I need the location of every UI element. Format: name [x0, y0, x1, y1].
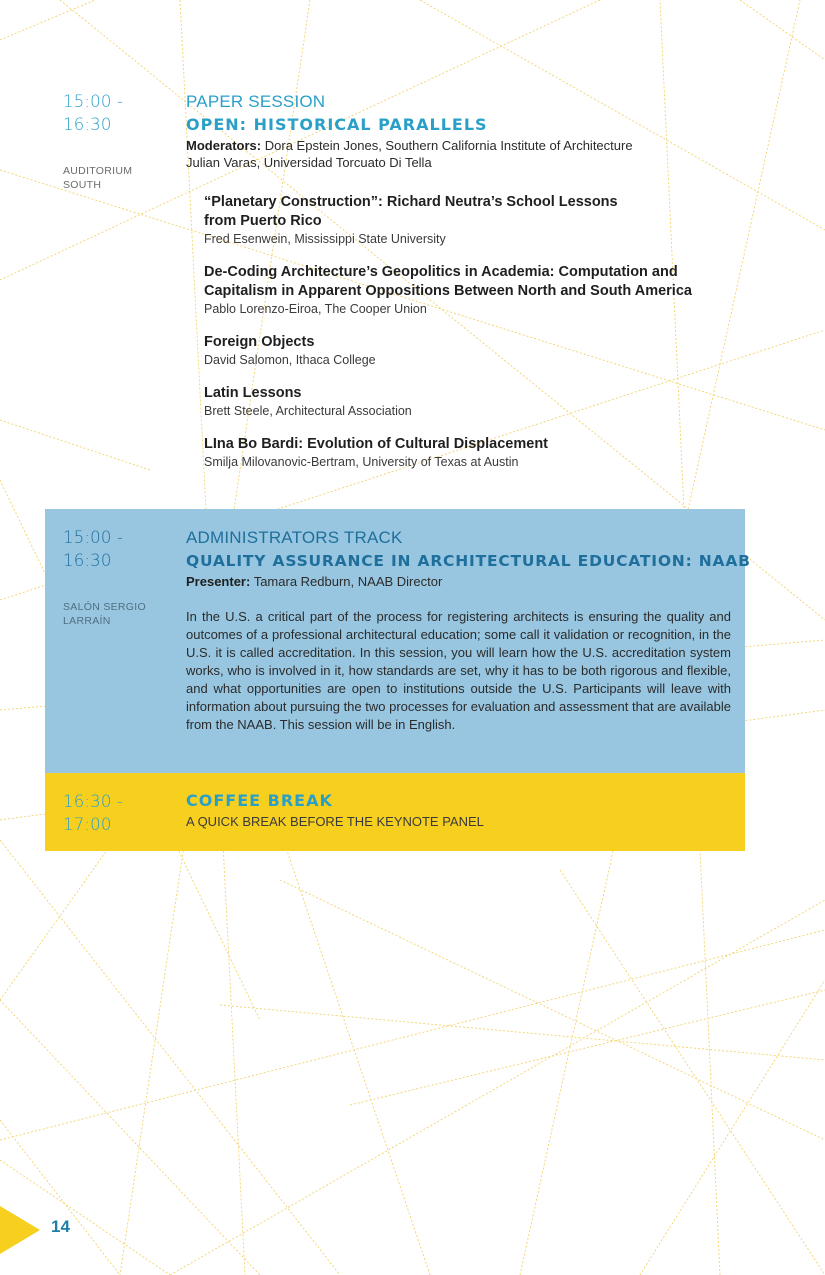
- page-marker-triangle: [0, 1206, 40, 1254]
- time-start: 16:30 -: [63, 792, 124, 811]
- paper-title: “Planetary Construction”: Richard Neutra’s School Lessons from Puerto Rico: [204, 194, 618, 229]
- page-number: 14: [51, 1217, 70, 1236]
- moderator-2: Julian Varas, Universidad Torcuato Di Tella: [186, 155, 432, 170]
- room-line-1: SALÓN SERGIO: [63, 601, 146, 613]
- session-1-time: [63, 90, 123, 136]
- session-title: QUALITY ASSURANCE IN ARCHITECTURAL EDUCATION: NAAB: [186, 552, 751, 570]
- paper-item: [204, 263, 734, 318]
- presenter-name: Tamara Redburn, NAAB Director: [253, 574, 443, 589]
- paper-author: Brett Steele, Architectural Association: [204, 404, 412, 418]
- session-1-room: [63, 164, 173, 192]
- room-line-1: AUDITORIUM: [63, 165, 133, 177]
- paper-author: Pablo Lorenzo-Eiroa, The Cooper Union: [204, 302, 427, 316]
- paper-list: [204, 193, 734, 486]
- paper-item: [204, 384, 734, 420]
- paper-author: Smilja Milovanovic-Bertram, University of Texas at Austin: [204, 455, 519, 469]
- time-end: 17:00: [63, 815, 112, 834]
- session-subtitle: A QUICK BREAK BEFORE THE KEYNOTE PANEL: [186, 814, 484, 829]
- room-line-2: LARRAÍN: [63, 615, 111, 627]
- paper-item: [204, 333, 734, 369]
- time-start: 15:00 -: [63, 528, 124, 547]
- session-3-content: [186, 789, 731, 830]
- paper-author: Fred Esenwein, Mississippi State University: [204, 232, 446, 246]
- presenter: [186, 573, 731, 590]
- presenter-label: Presenter:: [186, 574, 251, 589]
- time-end: 16:30: [63, 115, 112, 134]
- time-start: 15:00 -: [63, 92, 124, 111]
- paper-author: David Salomon, Ithaca College: [204, 353, 376, 367]
- session-type: ADMINISTRATORS TRACK: [186, 528, 403, 547]
- session-description: In the U.S. a critical part of the process for registering architects is ensuring the quality and outcomes of a professional architectural education; some call it validation or recognition, in the U.S. it is called accreditation. In this session, you will learn how the U.S. accreditation system works, who is involved in it, how standards are set, why it has to be both rigorous and flexible, and what opportunities are open to institutions outside the U.S. Participants will leave with information about pursuing the two processes for evaluation and assessment that are available from the NAAB. This session will be in English.: [186, 609, 731, 732]
- session-2-content: [186, 527, 751, 734]
- paper-item: [204, 435, 734, 471]
- session-title: COFFEE BREAK: [186, 791, 333, 810]
- paper-title: Latin Lessons: [204, 385, 302, 401]
- paper-title: LIna Bo Bardi: Evolution of Cultural Displacement: [204, 436, 548, 452]
- paper-title: Foreign Objects: [204, 334, 315, 350]
- session-title: OPEN: HISTORICAL PARALLELS: [186, 115, 488, 134]
- session-2-time: [63, 526, 123, 572]
- session-type: PAPER SESSION: [186, 92, 326, 111]
- time-end: 16:30: [63, 551, 112, 570]
- session-3-time: [63, 790, 123, 836]
- moderator-1: Dora Epstein Jones, Southern California Institute of Architecture: [264, 138, 633, 153]
- room-line-2: SOUTH: [63, 179, 102, 191]
- session-2-room: [63, 600, 173, 628]
- moderators: [186, 137, 731, 171]
- moderators-label: Moderators:: [186, 138, 262, 153]
- session-1-header: [186, 91, 731, 171]
- paper-title: De-Coding Architecture’s Geopolitics in Academia: Computation and Capitalism in Apparent Oppositions Between North and South America: [204, 264, 692, 299]
- paper-item: [204, 193, 734, 248]
